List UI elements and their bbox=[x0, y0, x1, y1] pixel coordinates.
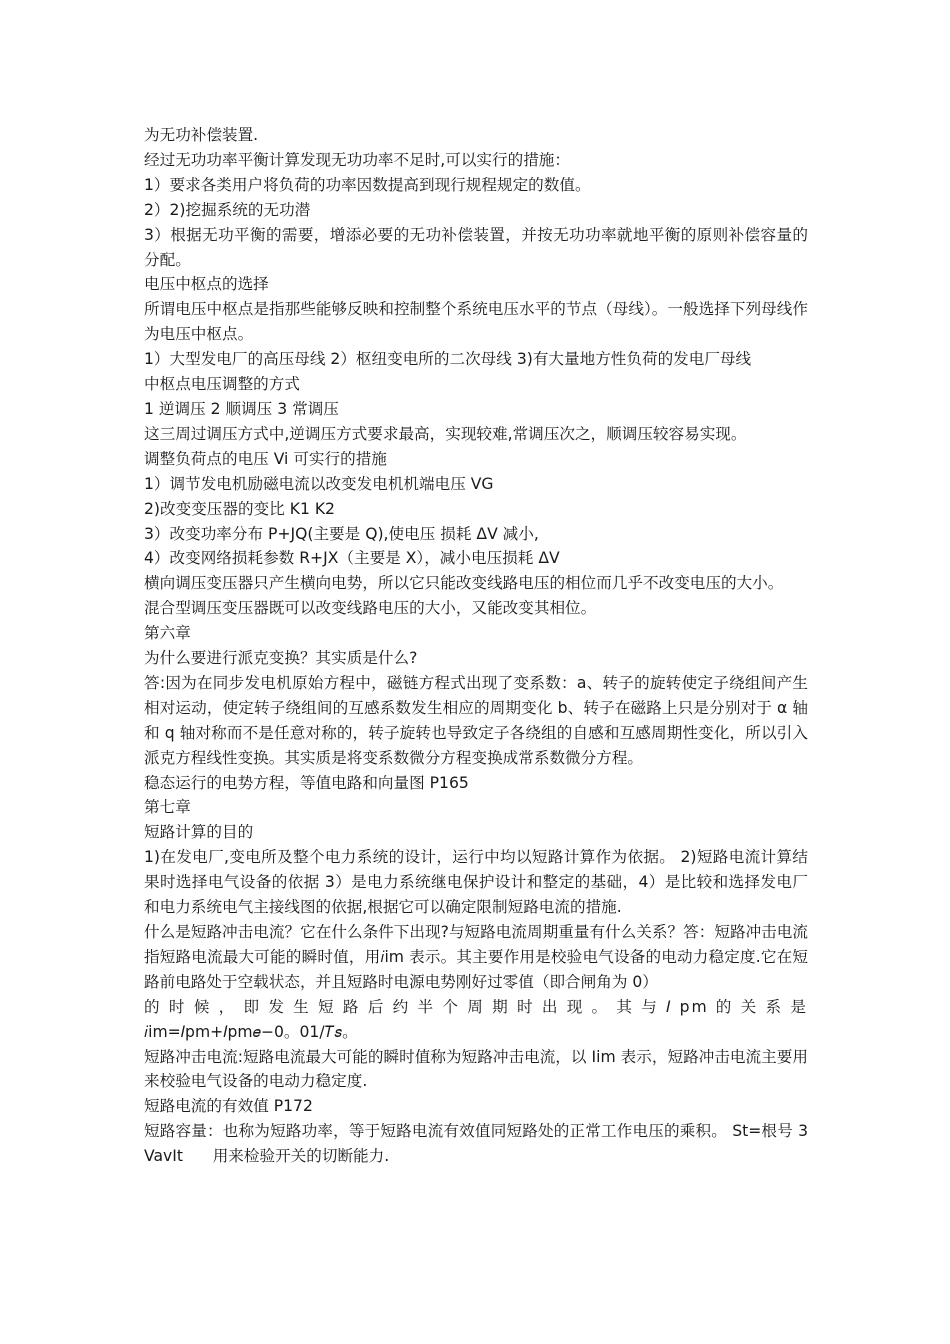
heading-pivot-point-selection: 电压中枢点的选择 bbox=[144, 275, 269, 294]
paragraph-reactive-shortage-measures: 经过无功功率平衡计算发现无功功率不足时,可以实行的措施： bbox=[144, 150, 570, 169]
list-item-transformer-ratio: 2)改变变压器的变比 K1 K2 bbox=[144, 499, 335, 518]
heading-chapter-six: 第六章 bbox=[144, 624, 191, 643]
document-page bbox=[144, 123, 808, 1169]
list-item-excitation: 1）调节发电机励磁电流以改变发电机机端电压 VG bbox=[144, 474, 494, 493]
list-item-compensation-allocation: 3）根据无功平衡的需要，增添必要的无功补偿装置，并按无功功率就地平衡的原则补偿容量的分配。 bbox=[144, 225, 808, 269]
list-regulation-modes: 1 逆调压 2 顺调压 3 常调压 bbox=[144, 399, 339, 418]
heading-pivot-voltage-regulation: 中枢点电压调整的方式 bbox=[144, 375, 300, 394]
paragraph-steady-state-equations: 稳态运行的电势方程，等值电路和向量图 P165 bbox=[144, 773, 469, 792]
answer-park-transform: 答:因为在同步发电机原始方程中，磁链方程式出现了变系数：a、转子的旋转使定子绕组间产生相对运动，使定转子绕组间的互感系数发生相应的周期变化 b、转子在磁路上只是分别对于 α 轴和 q 轴对称而不是任意对称的，转子旋转也导致定子各绕组的自感和互感周期性变化，所以引入派克方程线性变换。其实质是将变系数微分方程变换成常系数微分方程。 bbox=[144, 673, 808, 767]
list-item-power-distribution: 3）改变功率分布 P+JQ(主要是 Q),使电压 损耗 ΔV 减小, bbox=[144, 524, 539, 543]
question-park-transform: 为什么要进行派克变换？其实质是什么? bbox=[144, 649, 418, 668]
paragraph-mixed-transformer: 混合型调压变压器既可以改变线路电压的大小，又能改变其相位。 bbox=[144, 599, 597, 618]
paragraph-impulse-current-definition: 短路冲击电流:短路电流最大可能的瞬时值称为短路冲击电流，以 Iim 表示，短路冲击电流主要用来校验电气设备的电动力稳定度. bbox=[144, 1047, 808, 1091]
paragraph-transverse-transformer: 横向调压变压器只产生横向电势，所以它只能改变线路电压的相位而几乎不改变电压的大小。 bbox=[144, 574, 784, 593]
heading-load-voltage-measures: 调整负荷点的电压 Vi 可实行的措施 bbox=[144, 449, 387, 468]
list-item-network-parameters: 4）改变网络损耗参数 R+JX（主要是 X），减小电压损耗 ΔV bbox=[144, 549, 560, 568]
paragraph-impulse-current-relation: 的 时 候 ， 即 发 生 短 路 后 约 半 个 周 期 时 出 现 。 其 与 𝐼 pm 的 关 系 是 bbox=[144, 997, 808, 1016]
list-item-reactive-potential: 2）2)挖掘系统的无功潜 bbox=[144, 200, 311, 219]
paragraph-short-circuit-purpose: 1)在发电厂,变电所及整个电力系统的设计，运行中均以短路计算作为依据。 2)短路电流计算结果时选择电气设备的依据 3）是电力系统继电保护设计和整定的基础，4）是比较和选择发电厂和电力系统电气主接线图的依据,根据它可以确定限制短路电流的措施. bbox=[144, 848, 808, 917]
heading-chapter-seven: 第七章 bbox=[144, 798, 191, 817]
paragraph-regulation-comparison: 这三周过调压方式中,逆调压方式要求最高，实现较难,常调压次之，顺调压较容易实现。 bbox=[144, 424, 747, 443]
list-item-power-factor: 1）要求各类用户将负荷的功率因数提高到现行规程规定的数值。 bbox=[144, 175, 591, 194]
formula-impulse-current: 𝑖im=𝐼pm+𝐼pm𝑒−0。01/𝑇𝑠。 bbox=[144, 1022, 358, 1041]
paragraph-pivot-point-definition: 所谓电压中枢点是指那些能够反映和控制整个系统电压水平的节点（母线）。一般选择下列母线作为电压中枢点。 bbox=[144, 300, 808, 344]
paragraph-impulse-current-question: 什么是短路冲击电流？它在什么条件下出现?与短路电流周期重量有什么关系？答：短路冲击电流指短路电流最大可能的瞬时值，用𝑖im 表示。其主要作用是校验电气设备的电动力稳定度.它在短路前电路处于空载状态，并且短路时电源电势刚好过零值（即合闸角为 0） bbox=[144, 923, 808, 991]
paragraph-rms-short-circuit-current: 短路电流的有效值 P172 bbox=[144, 1097, 313, 1116]
list-pivot-buses: 1）大型发电厂的高压母线 2）枢纽变电所的二次母线 3)有大量地方性负荷的发电厂母线 bbox=[144, 350, 752, 369]
paragraph-compensation-device: 为无功补偿装置. bbox=[144, 126, 259, 144]
heading-short-circuit-purpose: 短路计算的目的 bbox=[144, 823, 254, 842]
paragraph-short-circuit-capacity: 短路容量：也称为短路功率，等于短路电流有效值同短路处的正常工作电压的乘积。 St=根号 3VavIt 用来检验开关的切断能力. bbox=[144, 1122, 808, 1166]
